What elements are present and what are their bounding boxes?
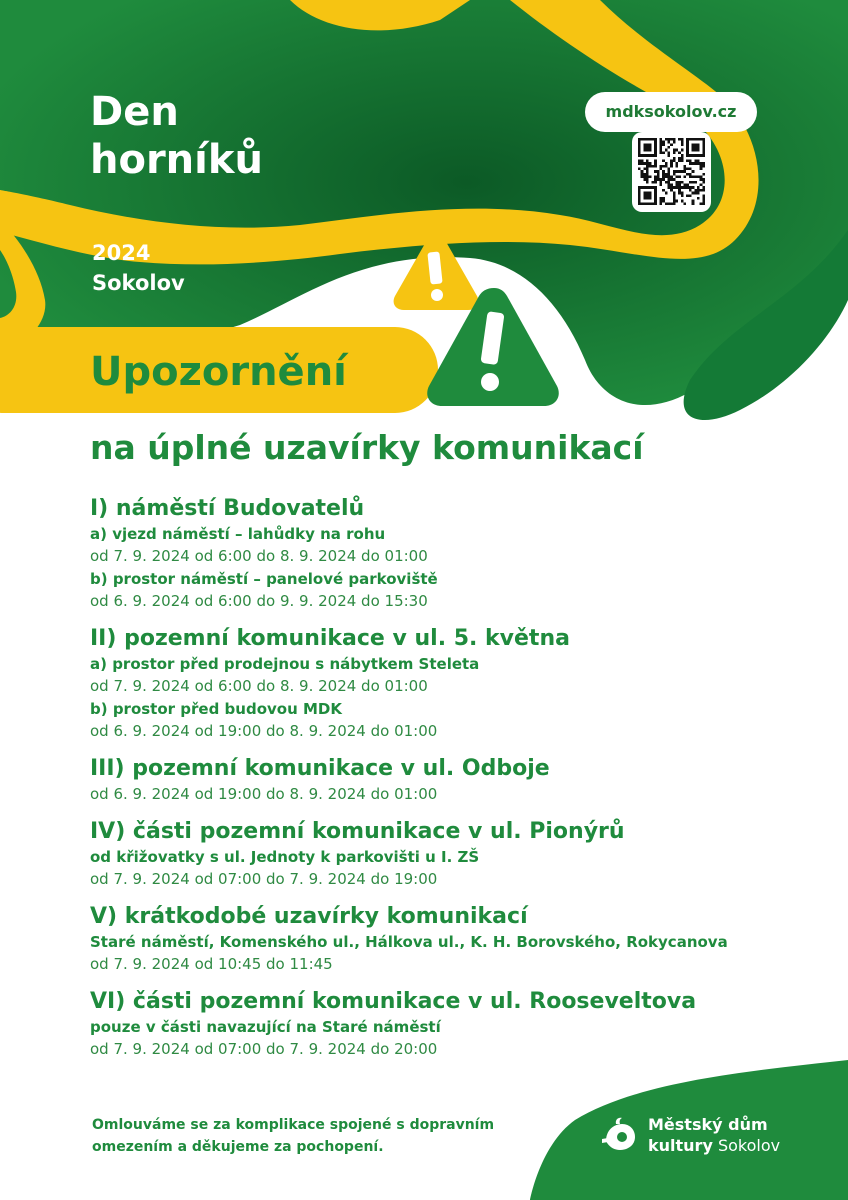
website-link[interactable]: mdksokolov.cz — [585, 92, 757, 132]
closure-date-range: od 6. 9. 2024 od 19:00 do 8. 9. 2024 do 01:00 — [90, 785, 438, 803]
closure-date-range: od 7. 9. 2024 od 07:00 do 7. 9. 2024 do 19:00 — [90, 870, 438, 888]
event-year: 2024 — [92, 241, 151, 265]
event-location: Sokolov — [92, 271, 185, 295]
closure-location: a) prostor před prodejnou s nábytkem Steleta — [90, 655, 480, 673]
closure-date-range: od 7. 9. 2024 od 07:00 do 7. 9. 2024 do 20:00 — [90, 1040, 438, 1058]
logo-line2-bold: kultury — [648, 1136, 713, 1155]
qr-code-icon[interactable] — [632, 132, 711, 212]
closure-location: a) vjezd náměstí – lahůdky na rohu — [90, 525, 386, 543]
event-meta — [92, 238, 185, 298]
closure-heading: IV) části pozemní komunikace v ul. Pionýrů — [90, 819, 625, 844]
headline: Upozornění — [90, 349, 347, 395]
closure-section — [90, 987, 790, 1061]
apology-note-line2: omezením a děkujeme za pochopení. — [92, 1139, 384, 1155]
closure-heading: V) krátkodobé uzavírky komunikací — [90, 904, 528, 929]
apology-note-line1: Omlouváme se za komplikace spojené s dopravním — [92, 1117, 495, 1133]
event-title-line1: Den — [90, 89, 179, 135]
apology-note — [92, 1114, 532, 1158]
logo-line2-rest: Sokolov — [712, 1136, 781, 1155]
closure-heading: II) pozemní komunikace v ul. 5. května — [90, 626, 570, 651]
warning-triangle-icon — [420, 282, 565, 414]
closure-location: b) prostor náměstí – panelové parkoviště — [90, 570, 438, 588]
closure-date-range: od 6. 9. 2024 od 6:00 do 9. 9. 2024 do 15:30 — [90, 592, 428, 610]
logo-line1: Městský dům — [648, 1115, 768, 1134]
closure-heading: I) náměstí Budovatelů — [90, 496, 365, 521]
event-title — [90, 88, 263, 184]
closure-section — [90, 902, 790, 976]
mdk-logo-icon — [600, 1115, 640, 1155]
closure-date-range: od 7. 9. 2024 od 6:00 do 8. 9. 2024 do 01:00 — [90, 547, 428, 565]
event-title-line2: horníků — [90, 137, 263, 183]
closure-section — [90, 494, 790, 613]
closure-location: pouze v části navazující na Staré náměstí — [90, 1018, 441, 1036]
mdk-logo — [600, 1114, 780, 1156]
closure-heading: VI) části pozemní komunikace v ul. Rooseveltova — [90, 989, 697, 1014]
closure-location: od křižovatky s ul. Jednoty k parkovišti u I. ZŠ — [90, 848, 480, 866]
closure-section — [90, 817, 790, 891]
closure-section — [90, 624, 790, 743]
closures-list — [90, 494, 790, 1072]
closure-date-range: od 6. 9. 2024 od 19:00 do 8. 9. 2024 do 01:00 — [90, 722, 438, 740]
closure-location: Staré náměstí, Komenského ul., Hálkova ul., K. H. Borovského, Rokycanova — [90, 933, 728, 951]
closure-section — [90, 754, 790, 806]
closure-date-range: od 7. 9. 2024 od 10:45 do 11:45 — [90, 955, 333, 973]
closure-heading: III) pozemní komunikace v ul. Odboje — [90, 756, 550, 781]
closure-date-range: od 7. 9. 2024 od 6:00 do 8. 9. 2024 do 01:00 — [90, 677, 428, 695]
closure-location: b) prostor před budovou MDK — [90, 700, 342, 718]
subheadline: na úplné uzavírky komunikací — [90, 428, 644, 467]
